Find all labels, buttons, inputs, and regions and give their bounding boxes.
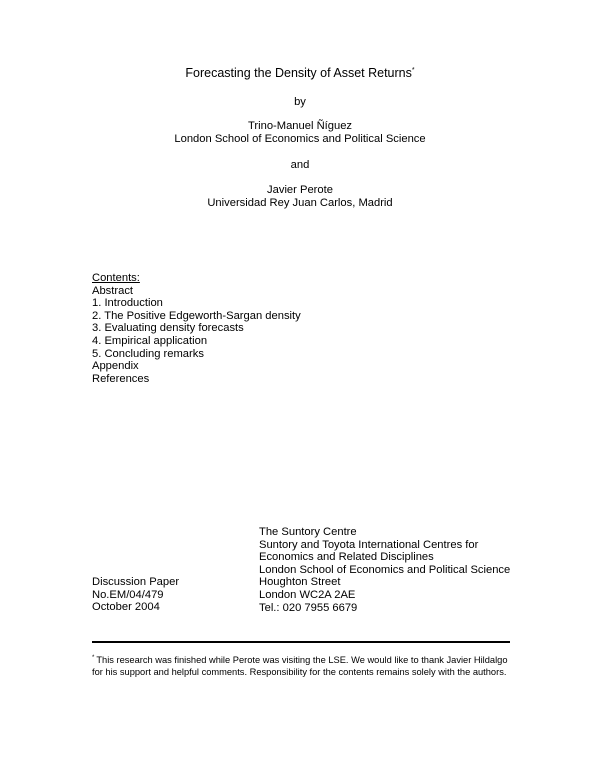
institution-line: Economics and Related Disciplines xyxy=(259,551,434,564)
and-label: and xyxy=(290,159,310,171)
institution-line: Suntory and Toyota International Centres for xyxy=(259,538,479,551)
contents-item: 5. Concluding remarks xyxy=(92,347,204,360)
table-of-contents xyxy=(92,272,301,385)
contents-item: Appendix xyxy=(92,360,139,373)
institution-line: The Suntory Centre xyxy=(259,526,357,538)
contents-item: 3. Evaluating density forecasts xyxy=(92,322,244,335)
author2-affiliation: Universidad Rey Juan Carlos, Madrid xyxy=(207,197,393,209)
paper-title xyxy=(0,66,600,80)
contents-item: 4. Empirical application xyxy=(92,334,208,347)
author1-affiliation: London School of Economics and Political Science xyxy=(174,133,426,145)
contents-item: 1. Introduction xyxy=(92,297,163,310)
contents-item: References xyxy=(92,372,150,385)
author1-name: Trino-Manuel Ñíguez xyxy=(247,120,353,132)
footnote-marker: * xyxy=(92,654,95,661)
institution-line: London WC2A 2AE xyxy=(259,588,356,601)
contents-item: Abstract xyxy=(92,284,134,297)
paper-date: October 2004 xyxy=(92,601,160,614)
paper-info xyxy=(92,576,179,614)
institution-phone: Tel.: 020 7955 6679 xyxy=(259,601,358,614)
title-footnote-marker: * xyxy=(411,66,415,74)
paper-series: Discussion Paper xyxy=(92,576,180,588)
contents-heading: Contents: xyxy=(92,272,140,284)
author2-name: Javier Perote xyxy=(267,184,333,196)
contents-item: 2. The Positive Edgeworth-Sargan density xyxy=(92,309,301,322)
by-label: by xyxy=(294,96,306,108)
paper-number: No.EM/04/479 xyxy=(92,588,164,601)
paper-title-text: Forecasting the Density of Asset Returns xyxy=(185,66,412,80)
institution-line: London School of Economics and Political Science xyxy=(259,563,511,576)
footnote-divider xyxy=(92,641,510,643)
footnote xyxy=(92,654,510,679)
footnote-text: This research was finished while Perote was visiting the LSE. We would like to thank Javier Hildalgo for his support and helpful comments. Responsibility for the contents remains solely with the authors. xyxy=(92,655,508,678)
institution-address xyxy=(259,526,510,614)
institution-line: Houghton Street xyxy=(259,576,341,589)
